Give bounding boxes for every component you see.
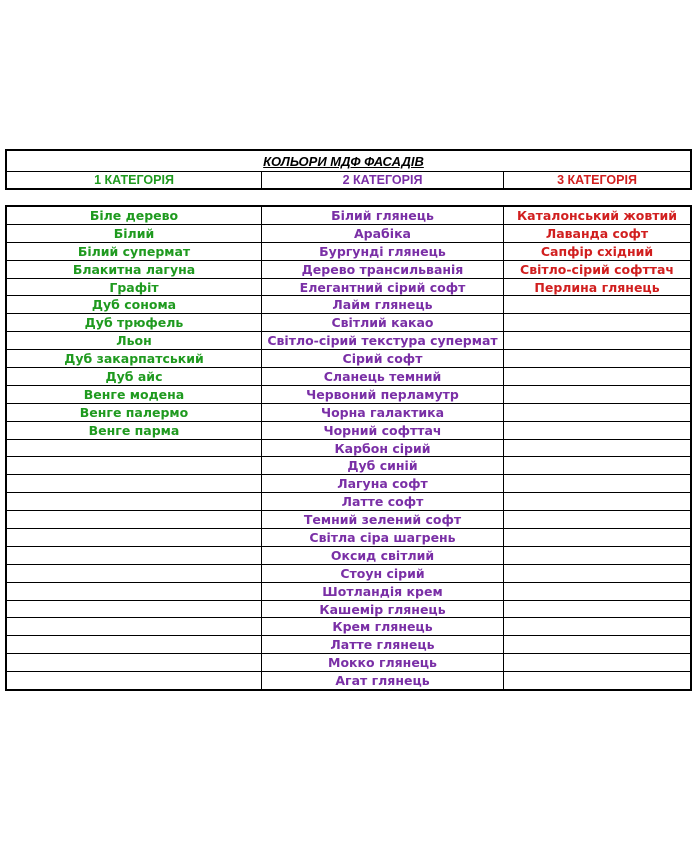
category-3-cell: Світло-сірий софттач (520, 261, 674, 277)
category-3-cell (504, 565, 690, 582)
category-1-cell: Білий супермат (7, 243, 262, 260)
table-row (7, 618, 690, 636)
table-row (7, 243, 690, 261)
table-row (7, 404, 690, 422)
table-row (7, 565, 690, 583)
category-3-cell (504, 475, 690, 492)
category-2-cell: Червоний перламутр (262, 386, 504, 403)
table-row (7, 225, 690, 243)
category-1-cell (7, 601, 262, 618)
category-2-cell: Шотландія крем (262, 583, 504, 600)
category-2-cell: Дерево трансильванія (262, 261, 504, 278)
category-1-cell (7, 511, 262, 528)
category-3-cell (504, 332, 690, 349)
table-row (7, 529, 690, 547)
category-3-cell (504, 368, 690, 385)
category-2-cell: Кашемір глянець (262, 601, 504, 618)
category-1-cell: Венге парма (7, 422, 262, 439)
category-1-cell (7, 672, 262, 689)
category-3-cell (504, 350, 690, 367)
table-row (7, 654, 690, 672)
category-1-cell: Графіт (7, 279, 262, 296)
category-1-cell: Венге модена (7, 386, 262, 403)
category-2-cell: Світла сіра шагрень (262, 529, 504, 546)
table-row (7, 583, 690, 601)
category-2-cell: Оксид світлий (262, 547, 504, 564)
table-row (7, 422, 690, 440)
category-1-cell (7, 547, 262, 564)
category-1-cell (7, 475, 262, 492)
category-2-header: 2 КАТЕГОРІЯ (262, 172, 504, 188)
table-row (7, 636, 690, 654)
category-2-cell: Крем глянець (262, 618, 504, 635)
table-row (7, 296, 690, 314)
category-3-cell (504, 296, 690, 313)
category-1-cell: Дуб айс (7, 368, 262, 385)
table-row (7, 672, 690, 689)
category-2-cell: Бургунді глянець (262, 243, 504, 260)
category-2-cell: Латте глянець (262, 636, 504, 653)
category-3-cell (504, 529, 690, 546)
category-2-cell: Агат глянець (262, 672, 504, 689)
category-2-cell: Чорний софттач (262, 422, 504, 439)
category-3-cell (504, 493, 690, 510)
category-3-cell: Лаванда софт (545, 225, 649, 241)
category-3-cell (504, 618, 690, 635)
category-1-cell (7, 654, 262, 671)
table-row (7, 332, 690, 350)
header-table (5, 149, 692, 190)
category-1-cell: Дуб трюфель (7, 314, 262, 331)
category-1-cell (7, 529, 262, 546)
category-2-cell: Білий глянець (262, 207, 504, 224)
category-2-cell: Елегантний сірий софт (262, 279, 504, 296)
category-2-cell: Темний зелений софт (262, 511, 504, 528)
colors-table (5, 205, 692, 691)
category-2-cell: Сланець темний (262, 368, 504, 385)
category-header-row (7, 172, 690, 188)
title-row (7, 151, 690, 172)
category-1-cell (7, 583, 262, 600)
category-2-cell: Стоун сірий (262, 565, 504, 582)
category-3-cell (504, 636, 690, 653)
category-2-cell: Карбон сірий (262, 440, 504, 457)
category-1-cell: Венге палермо (7, 404, 262, 421)
category-3-cell (504, 314, 690, 331)
table-row (7, 547, 690, 565)
category-3-cell (504, 511, 690, 528)
category-3-cell (504, 601, 690, 618)
category-1-cell: Біле дерево (7, 207, 262, 224)
category-1-cell (7, 493, 262, 510)
category-3-cell (504, 422, 690, 439)
category-2-cell: Лагуна софт (262, 475, 504, 492)
table-row (7, 386, 690, 404)
category-1-cell: Блакитна лагуна (7, 261, 262, 278)
category-1-cell (7, 565, 262, 582)
category-3-cell: Перлина глянець (534, 279, 660, 295)
table-row (7, 350, 690, 368)
category-1-cell (7, 457, 262, 474)
category-3-cell (504, 440, 690, 457)
category-3-cell (504, 583, 690, 600)
category-1-cell (7, 636, 262, 653)
table-row (7, 314, 690, 332)
category-2-cell: Світло-сірий текстура супермат (262, 332, 504, 349)
category-3-cell (504, 547, 690, 564)
table-row (7, 511, 690, 529)
category-2-cell: Світлий какао (262, 314, 504, 331)
category-2-cell: Латте софт (262, 493, 504, 510)
table-row (7, 368, 690, 386)
category-3-cell (504, 386, 690, 403)
table-row (7, 475, 690, 493)
category-3-cell: Сапфір східний (540, 243, 654, 259)
category-2-cell: Сірий софт (262, 350, 504, 367)
category-1-cell: Білий (7, 225, 262, 242)
table-row (7, 457, 690, 475)
category-1-cell (7, 618, 262, 635)
category-3-cell: Каталонський жовтий (516, 207, 678, 223)
category-1-cell: Дуб закарпатський (7, 350, 262, 367)
category-1-cell: Дуб сонома (7, 296, 262, 313)
category-1-cell (7, 440, 262, 457)
table-row (7, 493, 690, 511)
table-row (7, 261, 690, 279)
category-3-cell (504, 404, 690, 421)
category-2-cell: Лайм глянець (262, 296, 504, 313)
category-1-header: 1 КАТЕГОРІЯ (7, 172, 262, 188)
table-row (7, 601, 690, 619)
category-3-cell (504, 457, 690, 474)
category-1-cell: Льон (7, 332, 262, 349)
category-2-cell: Чорна галактика (262, 404, 504, 421)
category-2-cell: Дуб синій (262, 457, 504, 474)
table-row (7, 207, 690, 225)
page-title: КОЛЬОРИ МДФ ФАСАДІВ (263, 153, 424, 169)
table-row (7, 440, 690, 458)
category-3-cell (504, 654, 690, 671)
category-3-cell (504, 672, 690, 689)
category-3-header: 3 КАТЕГОРІЯ (557, 173, 637, 187)
table-row (7, 279, 690, 297)
category-2-cell: Мокко глянець (262, 654, 504, 671)
category-2-cell: Арабіка (262, 225, 504, 242)
